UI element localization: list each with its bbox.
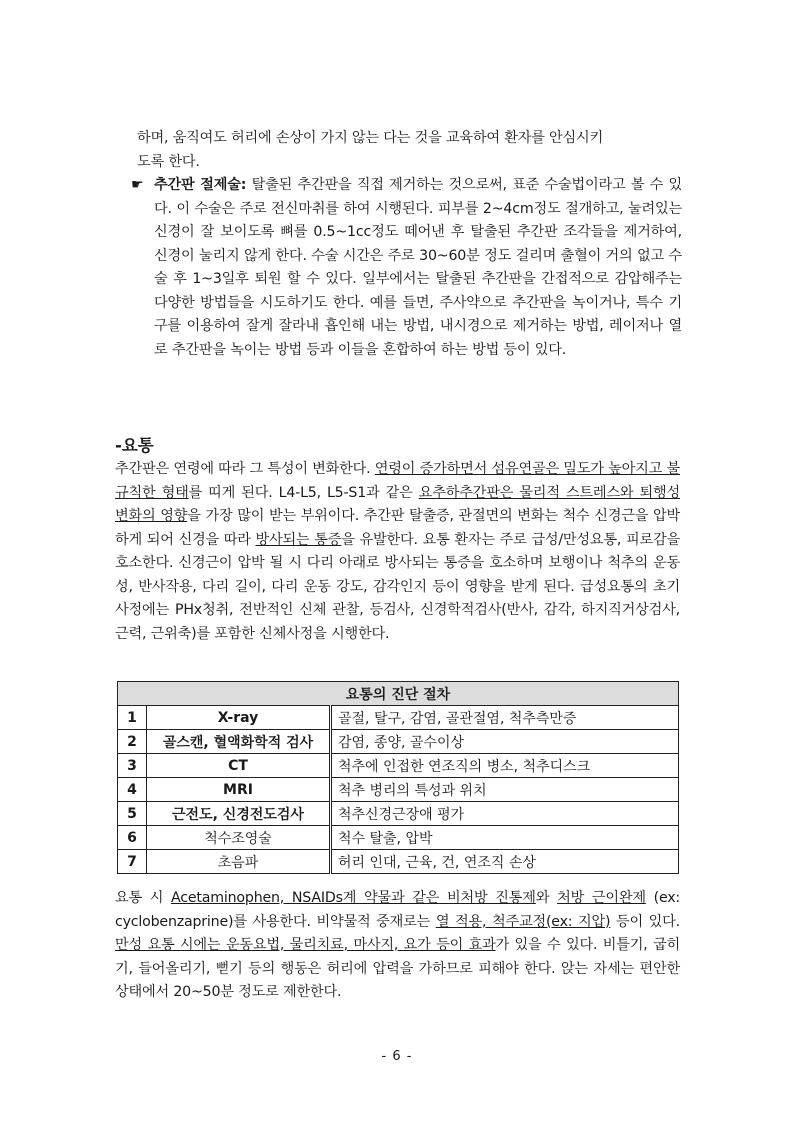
text-run: 를 띠게 된다. L4-L5, L5-S1과 같은 bbox=[188, 484, 419, 501]
underlined-text: 만성 요통 시에는 운동요법, 물리치료, 마사지, 요가 등이 효과 bbox=[115, 937, 496, 953]
underlined-text: Acetaminophen, NSAIDs계 약물과 같은 비처방 진통제 bbox=[171, 890, 536, 906]
table-row bbox=[118, 802, 679, 826]
table-row bbox=[118, 826, 679, 850]
procedure-name: MRI bbox=[147, 778, 331, 802]
paragraph-line: 하며, 움직여도 허리에 손상이 가지 않는 다는 것을 교육하여 환자를 안심시키 bbox=[137, 130, 604, 146]
text-run: 을 유발한다. 요통 환자는 주로 급성/만성요통, 피로감을 호소한다. 신경근이 압박 될 시 다리 아래로 방사되는 통증을 호소하며 보행이나 척추의 운동성, 반사작용, 다리 길이, 다리 운동 강도, 감각인지 등이 영향을 받게 된다. 급성요통의 초기 사정에는 PHx청취, 전반적인 신체 관찰, 등검사, 신경학적검사(반사, 감각, 하지직거상검사, 근력, 근위축)를 포함한 신체사정을 시행한다. bbox=[115, 531, 681, 642]
row-number: 4 bbox=[118, 778, 147, 802]
treatment-paragraph bbox=[115, 887, 680, 1005]
procedure-description: 감염, 종양, 골수이상 bbox=[331, 730, 679, 754]
text-run: 와 bbox=[535, 890, 558, 906]
text-run: 추간판은 연령에 따라 그 특성이 변화한다. bbox=[115, 461, 375, 477]
table-row bbox=[118, 730, 679, 754]
procedure-name: 초음파 bbox=[147, 850, 331, 874]
row-number: 3 bbox=[118, 754, 147, 778]
text-run: 을 가장 많이 받는 부위이다. 추간판 탈출증, 관절면의 변화는 척수 신경근을 압박하게 되어 신경을 따라 bbox=[115, 508, 680, 548]
pointing-hand-icon: ☛ bbox=[131, 177, 144, 193]
text-run: 요통 시 bbox=[115, 890, 172, 906]
row-number: 6 bbox=[118, 826, 147, 850]
procedure-name: X-ray bbox=[147, 706, 331, 730]
table-header-row bbox=[118, 682, 679, 706]
row-number: 5 bbox=[118, 802, 147, 826]
table-row bbox=[118, 754, 679, 778]
underlined-text: 요추하추간판은 물리적 스트레스와 퇴행성 변화의 영향 bbox=[115, 484, 680, 524]
text-run: 등이 있다. bbox=[610, 913, 680, 930]
table-row bbox=[118, 778, 679, 802]
bullet-text bbox=[154, 174, 682, 362]
text-run: (ex: cyclobenzaprine)를 사용한다. 비약물적 중재로는 bbox=[115, 890, 680, 930]
procedure-description: 허리 인대, 근육, 건, 연조직 손상 bbox=[331, 850, 679, 874]
underlined-text: 연령이 증가하면서 섬유연골은 밀도가 높아지고 불규칙한 형태 bbox=[115, 461, 680, 501]
diagnosis-table bbox=[117, 681, 679, 874]
procedure-description: 골절, 탈구, 감염, 골관절염, 척추측만증 bbox=[331, 706, 679, 730]
row-number: 2 bbox=[118, 730, 147, 754]
section-heading: -요통 bbox=[115, 436, 154, 455]
underlined-text: 처방 근이완제 bbox=[557, 890, 646, 906]
procedure-description: 척추신경근장애 평가 bbox=[331, 802, 679, 826]
table-row bbox=[118, 850, 679, 874]
procedure-name: CT bbox=[147, 754, 331, 778]
underlined-text: 열 적용, 척주교정(ex: 지압) bbox=[435, 913, 611, 930]
table-row bbox=[118, 706, 679, 730]
row-number: 1 bbox=[118, 706, 147, 730]
procedure-name: 근전도, 신경전도검사 bbox=[147, 802, 331, 826]
paragraph-line: 도록 한다. bbox=[137, 153, 200, 170]
underlined-text: 방사되는 통증 bbox=[255, 531, 342, 548]
bullet-title: 추간판 절제술: bbox=[154, 177, 247, 193]
lumbago-paragraph bbox=[115, 458, 680, 646]
text-run: 가 있을 수 있다. 비틀기, 굽히기, 들어올리기, 뻗기 등의 행동은 허리에 압력을 가하므로 피해야 한다. 앉는 자세는 편안한 상태에서 20~50분 정도로 제한한다. bbox=[115, 937, 680, 1000]
procedure-description: 척수 탈출, 압박 bbox=[331, 826, 679, 850]
procedure-name: 골스캔, 혈액화학적 검사 bbox=[147, 730, 331, 754]
bullet-body: 탈출된 추간판을 직접 제거하는 것으로써, 표준 수술법이라고 볼 수 있다. 이 수술은 주로 전신마취를 하여 시행된다. 피부를 2~4cm정도 절개하고, 눌려있는 신경이 잘 보이도록 뼈를 0.5~1cc정도 떼어낸 후 탈출된 추간판 조각들을 제거하여, 신경이 눌리지 않게 한다. 수술 시간은 주로 30~60분 정도 걸리며 출혈이 거의 없고 수술 후 1~3일후 퇴원 할 수 있다. 일부에서는 탈출된 추간판을 간접적으로 감압해주는 다양한 방법들을 시도하기도 한다. 예를 들면, 주사약으로 추간판을 녹이거나, 특수 기구를 이용하여 잘게 잘라내 흡인해 내는 방법, 내시경으로 제거하는 방법, 레이저나 열로 추간판을 녹이는 방법 등과 이들을 혼합하여 하는 방법 등이 있다. bbox=[154, 177, 683, 358]
page-number: - 6 - bbox=[381, 1049, 413, 1064]
procedure-description: 척추에 인접한 연조직의 병소, 척추디스크 bbox=[331, 754, 679, 778]
procedure-description: 척추 병리의 특성과 위치 bbox=[331, 778, 679, 802]
continuation-paragraph bbox=[137, 127, 682, 174]
table-title: 요통의 진단 절차 bbox=[118, 682, 679, 706]
row-number: 7 bbox=[118, 850, 147, 874]
procedure-name: 척수조영술 bbox=[147, 826, 331, 850]
